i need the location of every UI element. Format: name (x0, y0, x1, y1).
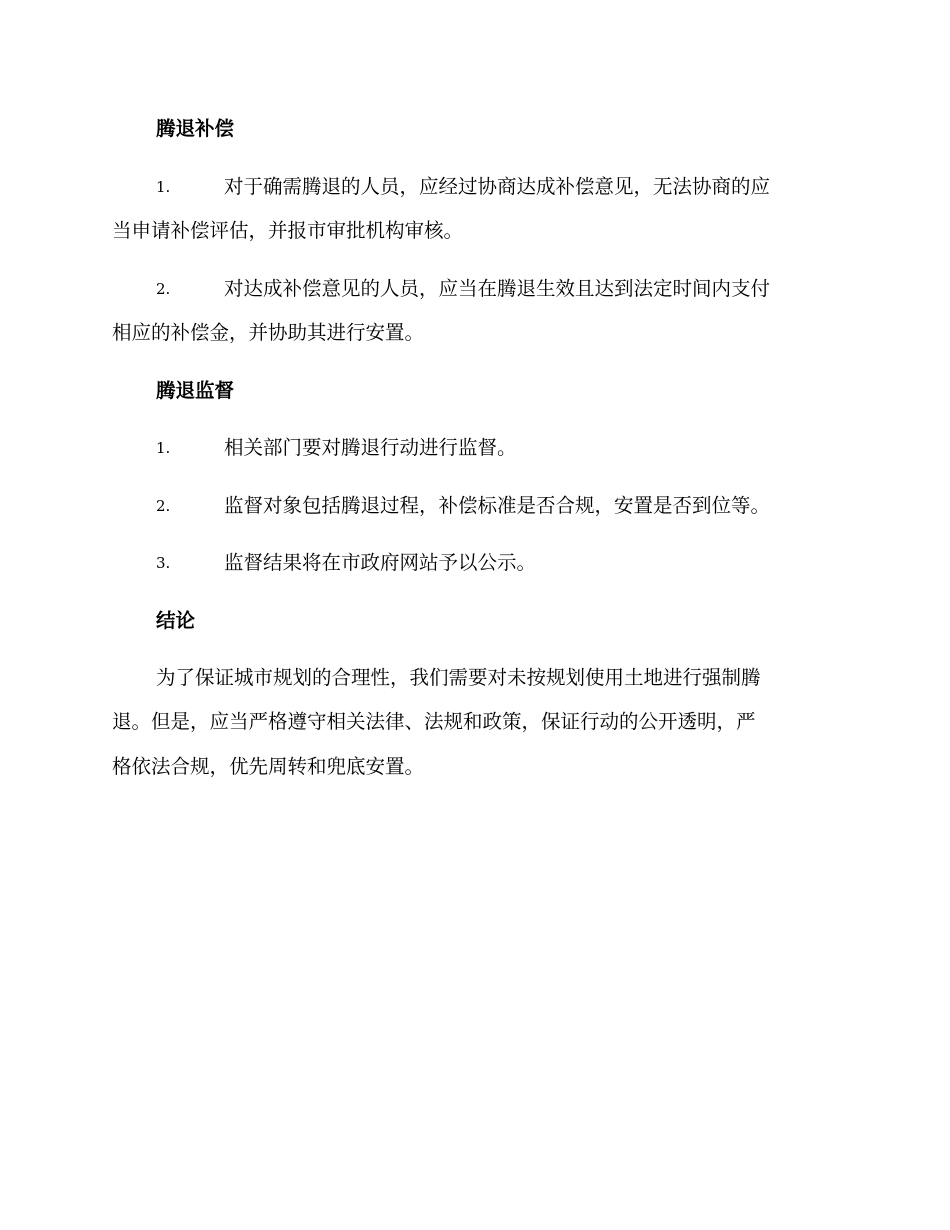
list-item-text-continued: 相应的补偿金，并协助其进行安置。 (112, 321, 425, 344)
list-item-text-continued: 当申请补偿评估，并报市审批机构审核。 (112, 219, 464, 242)
list-item-text: 对达成补偿意见的人员，应当在腾退生效且达到法定时间内支付 (224, 277, 771, 300)
list-item-number: 1. (156, 178, 171, 196)
section-heading-compensation: 腾退补偿 (156, 117, 235, 140)
list-item-number: 2. (156, 497, 171, 515)
section-heading-supervision: 腾退监督 (156, 379, 235, 402)
section-heading-conclusion: 结论 (156, 609, 196, 632)
conclusion-paragraph-line: 退。但是，应当严格遵守相关法律、法规和政策，保证行动的公开透明，严 (112, 710, 756, 733)
conclusion-paragraph-line: 格依法合规，优先周转和兜底安置。 (112, 755, 425, 778)
list-item-number: 2. (156, 280, 171, 298)
list-item-number: 1. (156, 439, 171, 457)
list-item-text: 监督结果将在市政府网站予以公示。 (224, 551, 537, 574)
list-item-number: 3. (156, 554, 171, 572)
list-item-text: 对于确需腾退的人员，应经过协商达成补偿意见，无法协商的应 (224, 175, 771, 198)
list-item-text: 相关部门要对腾退行动进行监督。 (224, 436, 517, 459)
list-item-text: 监督对象包括腾退过程，补偿标准是否合规，安置是否到位等。 (224, 494, 771, 517)
conclusion-paragraph-line: 为了保证城市规划的合理性，我们需要对未按规划使用土地进行强制腾 (156, 666, 761, 689)
